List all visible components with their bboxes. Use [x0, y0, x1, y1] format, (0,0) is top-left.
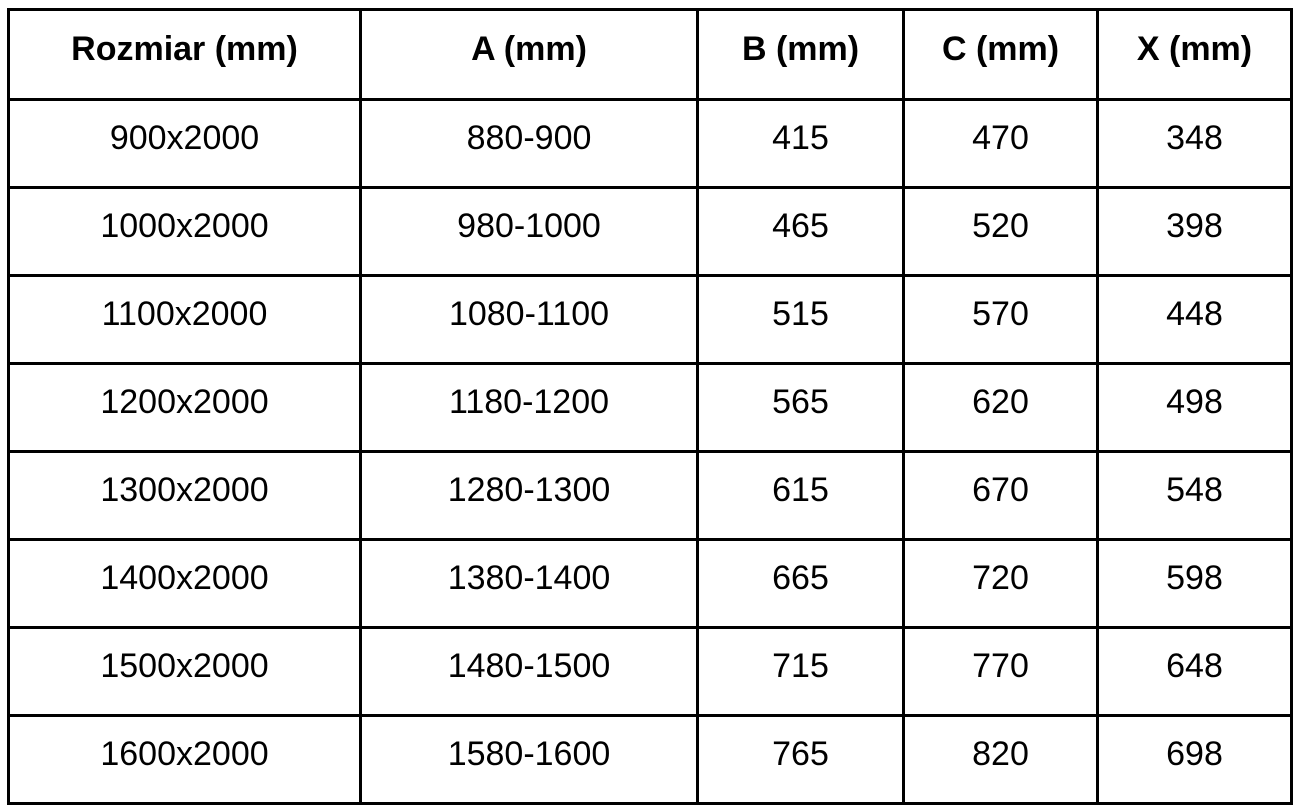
cell-b: 665 [698, 540, 904, 628]
table-row [9, 276, 1292, 364]
cell-x: 548 [1098, 452, 1292, 540]
cell-c: 720 [904, 540, 1098, 628]
size-spec-table [7, 8, 1293, 805]
cell-a: 1280-1300 [361, 452, 698, 540]
cell-rozmiar: 1200x2000 [9, 364, 361, 452]
cell-b: 765 [698, 716, 904, 804]
cell-a: 1080-1100 [361, 276, 698, 364]
cell-c: 520 [904, 188, 1098, 276]
cell-a: 1580-1600 [361, 716, 698, 804]
cell-b: 515 [698, 276, 904, 364]
cell-rozmiar: 1400x2000 [9, 540, 361, 628]
table-row [9, 100, 1292, 188]
column-header-c: C (mm) [904, 10, 1098, 100]
cell-x: 698 [1098, 716, 1292, 804]
table-row [9, 540, 1292, 628]
cell-b: 415 [698, 100, 904, 188]
cell-rozmiar: 1000x2000 [9, 188, 361, 276]
table-row [9, 452, 1292, 540]
cell-x: 598 [1098, 540, 1292, 628]
cell-a: 1380-1400 [361, 540, 698, 628]
cell-a: 880-900 [361, 100, 698, 188]
cell-c: 770 [904, 628, 1098, 716]
cell-c: 470 [904, 100, 1098, 188]
cell-x: 348 [1098, 100, 1292, 188]
cell-rozmiar: 900x2000 [9, 100, 361, 188]
cell-b: 565 [698, 364, 904, 452]
column-header-b: B (mm) [698, 10, 904, 100]
table-row [9, 716, 1292, 804]
cell-x: 398 [1098, 188, 1292, 276]
cell-rozmiar: 1100x2000 [9, 276, 361, 364]
cell-a: 980-1000 [361, 188, 698, 276]
cell-c: 620 [904, 364, 1098, 452]
cell-b: 715 [698, 628, 904, 716]
table-header-row [9, 10, 1292, 100]
cell-x: 448 [1098, 276, 1292, 364]
cell-rozmiar: 1600x2000 [9, 716, 361, 804]
cell-x: 648 [1098, 628, 1292, 716]
table-row [9, 628, 1292, 716]
table-row [9, 188, 1292, 276]
cell-c: 670 [904, 452, 1098, 540]
cell-b: 615 [698, 452, 904, 540]
column-header-x: X (mm) [1098, 10, 1292, 100]
cell-b: 465 [698, 188, 904, 276]
column-header-rozmiar: Rozmiar (mm) [9, 10, 361, 100]
cell-c: 570 [904, 276, 1098, 364]
column-header-a: A (mm) [361, 10, 698, 100]
cell-rozmiar: 1500x2000 [9, 628, 361, 716]
cell-c: 820 [904, 716, 1098, 804]
cell-x: 498 [1098, 364, 1292, 452]
cell-a: 1180-1200 [361, 364, 698, 452]
cell-rozmiar: 1300x2000 [9, 452, 361, 540]
cell-a: 1480-1500 [361, 628, 698, 716]
table-row [9, 364, 1292, 452]
